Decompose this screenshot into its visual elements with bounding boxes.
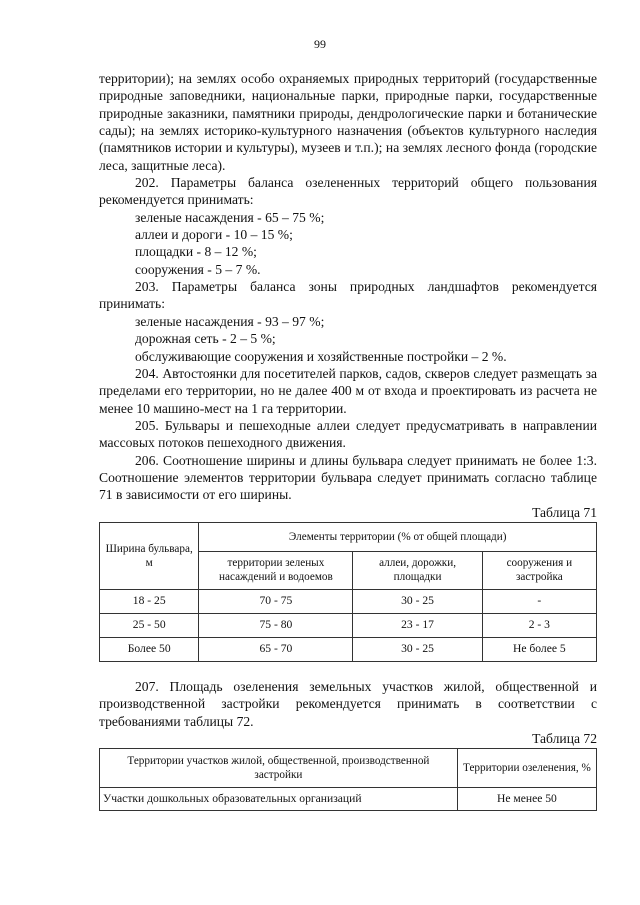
- paragraph-206: 206. Соотношение ширины и длины бульвара следует принимать не более 1:3. Соотношение элементов территории бульвара следует принимать согласно таблице 71 в зависимости от его ширины.: [99, 452, 597, 503]
- table-cell: -: [482, 589, 596, 613]
- table-cell: 65 - 70: [199, 637, 353, 661]
- table-cell: 30 - 25: [353, 637, 482, 661]
- table-cell: Участки дошкольных образовательных организаций: [100, 788, 458, 811]
- paragraph-203: 203. Параметры баланса зоны природных ландшафтов рекомендуется принимать:: [99, 279, 597, 312]
- table-71-header-alleys: аллеи, дорожки, площадки: [353, 551, 482, 589]
- table-71-header-width: Ширина бульвара, м: [100, 522, 199, 589]
- list-item: обслуживающие сооружения и хозяйственные постройки – 2 %.: [135, 348, 507, 364]
- list-item: зеленые насаждения - 93 – 97 %;: [135, 313, 325, 329]
- table-71: [99, 522, 597, 662]
- list-item: аллеи и дороги - 10 – 15 %;: [135, 227, 293, 243]
- table-cell: 2 - 3: [482, 613, 596, 637]
- table-cell: 70 - 75: [199, 589, 353, 613]
- table-cell: Не более 5: [482, 637, 596, 661]
- list-item: дорожная сеть - 2 – 5 %;: [135, 331, 276, 347]
- page-number: 99: [314, 37, 326, 51]
- paragraph-205: 205. Бульвары и пешеходные аллеи следует предусматривать в направлении массовых потоков пешеходного движения.: [99, 417, 597, 451]
- table-cell: 30 - 25: [353, 589, 482, 613]
- table-71-header-structures: сооружения и застройка: [482, 551, 596, 589]
- table-row: [100, 637, 597, 661]
- list-item: сооружения - 5 – 7 %.: [135, 261, 261, 277]
- table-72-caption: Таблица 72: [532, 730, 597, 746]
- table-row: [100, 788, 597, 811]
- list-item: зеленые насаждения - 65 – 75 %;: [135, 209, 325, 225]
- table-cell: Более 50: [100, 637, 199, 661]
- table-row: [100, 613, 597, 637]
- paragraph-202: 202. Параметры баланса озелененных территорий общего пользования рекомендуется принимать:: [99, 175, 597, 208]
- table-72-header-percent: Территории озеленения, %: [457, 749, 596, 788]
- table-cell: 25 - 50: [100, 613, 199, 637]
- table-cell: 18 - 25: [100, 589, 199, 613]
- table-71-header-group: Элементы территории (% от общей площади): [199, 522, 597, 551]
- table-72-header-territory: Территории участков жилой, общественной, производственной застройки: [100, 749, 458, 788]
- table-cell: 23 - 17: [353, 613, 482, 637]
- table-cell: 75 - 80: [199, 613, 353, 637]
- table-cell: Не менее 50: [457, 788, 596, 811]
- table-71-caption: Таблица 71: [532, 504, 597, 520]
- table-row: [100, 589, 597, 613]
- paragraph-207: 207. Площадь озеленения земельных участков жилой, общественной и производственной застройки рекомендуется принимать в соответствии с требованиями таблицы 72.: [99, 678, 597, 729]
- paragraph-continuation: территории); на землях особо охраняемых природных территорий (государственные природные заповедники, национальные парки, природные парки, государственные природные заказники, памятники природы, дендрологические парки и ботанические сады); на землях историко-культурного назначения (объектов культурного наследия (памятников истории и культуры), музеев и т.п.); на землях лесного фонда (городские леса, защитные леса).: [99, 71, 597, 173]
- table-71-header-green: территории зеленых насаждений и водоемов: [199, 551, 353, 589]
- list-item: площадки - 8 – 12 %;: [135, 244, 257, 260]
- document-body: [99, 70, 597, 811]
- paragraph-204: 204. Автостоянки для посетителей парков, садов, скверов следует размещать за пределами его территории, но не далее 400 м от входа и проектировать из расчета не менее 10 машино-мест на 1 га территории.: [99, 365, 597, 416]
- table-72: [99, 748, 597, 811]
